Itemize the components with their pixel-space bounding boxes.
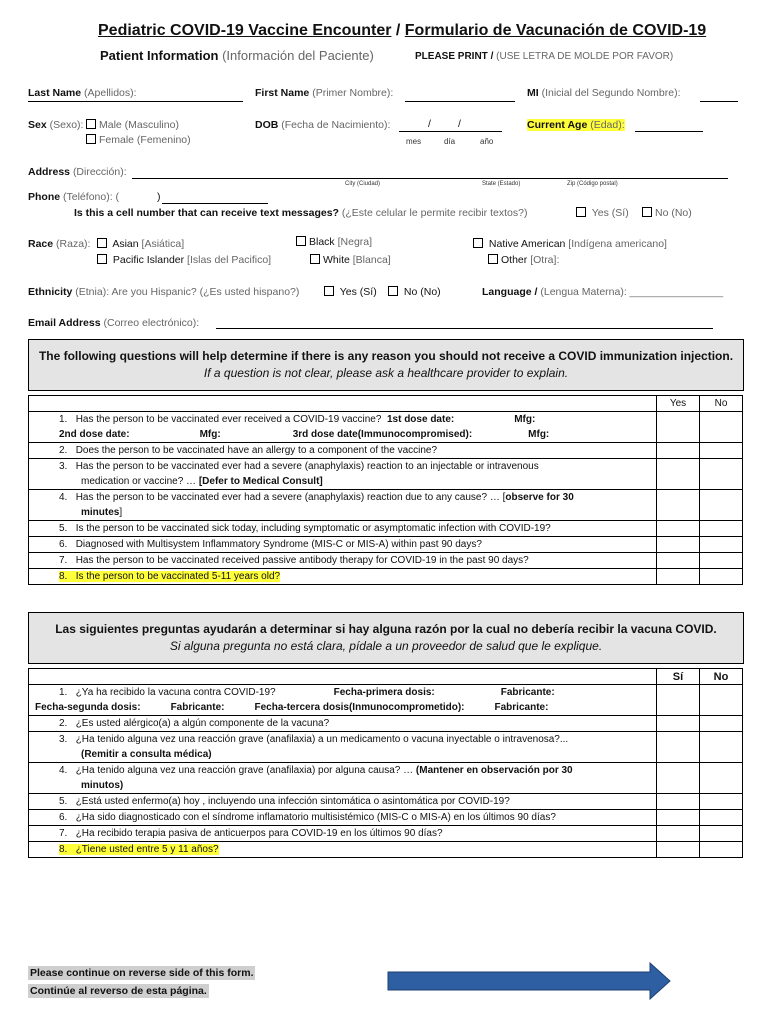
zip-hint: Zip (Código postal) — [567, 181, 618, 187]
es-q3: 3. ¿Ha tenido alguna vez una reacción grave (anafilaxia) a un medicamento o vacuna inyectable o intravenosa?... (Remitir a consulta médica) — [29, 732, 657, 763]
en-q5-yes[interactable] — [657, 521, 700, 537]
last-name-label: Last Name (Apellidos): — [28, 87, 137, 99]
cell-question: Is this a cell number that can receive text messages? (¿Este celular le permite recibir textos?) — [74, 207, 528, 219]
table-row — [29, 826, 743, 842]
en-q2-yes[interactable] — [657, 443, 700, 459]
es-yes-header: Sí — [657, 669, 700, 685]
en-q8-yes[interactable] — [657, 569, 700, 585]
dob-slash-2: / — [458, 118, 461, 130]
race-other-option[interactable]: Other [Otra]: — [488, 254, 559, 266]
table-row — [29, 443, 743, 459]
mi-label: MI (Inicial del Segundo Nombre): — [527, 87, 681, 99]
city-hint: City (Ciudad) — [345, 181, 381, 187]
es-q1-no[interactable] — [700, 685, 743, 716]
en-q3-no[interactable] — [700, 459, 743, 490]
race-native-option[interactable]: Native American [Indígena americano] — [473, 238, 667, 250]
es-q4-no[interactable] — [700, 763, 743, 794]
address-field[interactable] — [132, 178, 728, 179]
en-questions-table — [28, 395, 743, 585]
hispanic-yes-option[interactable]: Yes (Sí) — [324, 286, 377, 298]
en-q1-doses: 2nd dose date: Mfg: 3rd dose date(Immunocompromised): Mfg: — [29, 427, 657, 443]
es-q2: 2. ¿Es usted alérgico(a) a algún componente de la vacuna? — [29, 716, 657, 732]
en-q5-no[interactable] — [700, 521, 743, 537]
current-age-field[interactable] — [635, 131, 703, 132]
en-q4-yes[interactable] — [657, 490, 700, 521]
dob-day-hint: día — [444, 137, 456, 146]
cell-yes-checkbox[interactable] — [576, 207, 586, 217]
en-q7-no[interactable] — [700, 553, 743, 569]
language-label: Language / (Lengua Materna): ________________ — [482, 286, 724, 298]
en-q8: 8. Is the person to be vaccinated 5-11 years old? — [29, 569, 657, 585]
race-label: Race (Raza): — [28, 238, 91, 250]
table-row — [29, 569, 743, 585]
female-option[interactable]: Female (Femenino) — [86, 134, 191, 146]
es-q8-yes[interactable] — [657, 842, 700, 858]
cell-no-checkbox[interactable] — [642, 207, 652, 217]
footer-line-en: Please continue on reverse side of this form. — [30, 967, 254, 979]
en-q1: 1. Has the person to be vaccinated ever received a COVID-19 vaccine? 1st dose date: Mfg: — [29, 412, 657, 428]
es-q8: 8. ¿Tiene usted entre 5 y 11 años? — [29, 842, 657, 858]
en-instructions-box — [28, 339, 744, 391]
first-name-label: First Name (Primer Nombre): — [255, 87, 394, 99]
es-heading: Las siguientes preguntas ayudarán a determinar si hay alguna razón por la cual no debería recibir la vacuna COVID. — [55, 622, 717, 636]
en-q6-yes[interactable] — [657, 537, 700, 553]
table-row — [29, 732, 743, 763]
es-q6-no[interactable] — [700, 810, 743, 826]
es-q7-yes[interactable] — [657, 826, 700, 842]
en-q6: 6. Diagnosed with Multisystem Inflammatory Syndrome (MIS-C or MIS-A) within past 90 days? — [29, 537, 657, 553]
address-label: Address (Dirección): — [28, 166, 127, 178]
es-q5-yes[interactable] — [657, 794, 700, 810]
dob-year-hint: año — [480, 137, 494, 146]
es-q5-no[interactable] — [700, 794, 743, 810]
male-checkbox[interactable] — [86, 119, 96, 129]
en-q7-yes[interactable] — [657, 553, 700, 569]
print-instruction: PLEASE PRINT / (USE LETRA DE MOLDE POR FAVOR) — [415, 51, 674, 62]
table-row — [29, 537, 743, 553]
race-black-option[interactable]: Black [Negra] — [296, 236, 372, 248]
phone-field[interactable] — [162, 203, 268, 204]
en-q7: 7. Has the person to be vaccinated received passive antibody therapy for COVID-19 in the past 90 days? — [29, 553, 657, 569]
es-subheading: Si alguna pregunta no está clara, pídale a un proveedor de salud que le explique. — [169, 639, 603, 653]
es-q1: 1. ¿Ya ha recibido la vacuna contra COVID-19? Fecha-primera dosis: Fabricante: — [29, 685, 657, 701]
current-age-label: Current Age (Edad): — [527, 119, 625, 131]
hispanic-yes-checkbox[interactable] — [324, 286, 334, 296]
table-row — [29, 685, 743, 701]
table-row — [29, 427, 743, 443]
table-row — [29, 490, 743, 521]
email-label: Email Address (Correo electrónico): — [28, 317, 200, 329]
es-q4: 4. ¿Ha tenido alguna vez una reacción grave (anafilaxia) por alguna causa? … (Mantener en observación por 30 minutos) — [29, 763, 657, 794]
table-row — [29, 700, 743, 716]
en-yes-header: Yes — [657, 396, 700, 412]
en-no-header: No — [700, 396, 743, 412]
table-row — [29, 412, 743, 428]
en-q3: 3. Has the person to be vaccinated ever had a severe (anaphylaxis) reaction to an injectable or intravenous medication or vaccine? … [Defer to Medical Consult] — [29, 459, 657, 490]
title-es: Formulario de Vacunación de COVID-19 — [404, 22, 707, 39]
es-q5: 5. ¿Está usted enfermo(a) hoy , incluyendo una infección sintomática o asintomática por COVID-19? — [29, 794, 657, 810]
es-q7: 7. ¿Ha recibido terapia pasiva de anticuerpos para COVID-19 en los últimos 90 días? — [29, 826, 657, 842]
es-instructions-box — [28, 612, 744, 664]
last-name-field[interactable] — [28, 101, 243, 102]
female-checkbox[interactable] — [86, 134, 96, 144]
en-q2: 2. Does the person to be vaccinated have an allergy to a component of the vaccine? — [29, 443, 657, 459]
white-checkbox[interactable] — [310, 254, 320, 264]
en-q1-no[interactable] — [700, 412, 743, 443]
phone-label: Phone (Teléfono): ( — [28, 191, 120, 203]
es-q1-doses: Fecha-segunda dosis: Fabricante: Fecha-tercera dosis(Inmunocomprometido): Fabricante: — [29, 700, 657, 716]
first-name-field[interactable] — [405, 101, 515, 102]
en-heading: The following questions will help determine if there is any reason you should not receive a COVID immunization injection. — [38, 349, 734, 363]
dob-slash-1: / — [428, 118, 431, 130]
hispanic-no-option[interactable]: No (No) — [388, 286, 441, 298]
native-checkbox[interactable] — [473, 238, 483, 248]
table-row — [29, 521, 743, 537]
es-q6-yes[interactable] — [657, 810, 700, 826]
race-asian-option[interactable]: Asian [Asiática] — [97, 238, 184, 250]
continue-arrow-icon — [386, 962, 674, 1000]
male-option[interactable]: Male (Masculino) — [86, 119, 179, 131]
es-questions-table — [28, 668, 743, 858]
en-subheading: If a question is not clear, please ask a healthcare provider to explain. — [203, 366, 569, 380]
es-q2-no[interactable] — [700, 716, 743, 732]
en-q3-yes[interactable] — [657, 459, 700, 490]
email-field[interactable] — [216, 328, 713, 329]
state-hint: State (Estado) — [482, 181, 521, 187]
cell-yes-option[interactable]: Yes (Sí) — [576, 207, 629, 219]
en-q4-no[interactable] — [700, 490, 743, 521]
en-q8-no[interactable] — [700, 569, 743, 585]
es-no-header: No — [700, 669, 743, 685]
table-row — [29, 842, 743, 858]
es-q7-no[interactable] — [700, 826, 743, 842]
mi-field[interactable] — [700, 101, 738, 102]
pacific-checkbox[interactable] — [97, 254, 107, 264]
dob-month-hint: mes — [406, 137, 422, 146]
es-q1-yes[interactable] — [657, 685, 700, 716]
table-row — [29, 716, 743, 732]
en-q5: 5. Is the person to be vaccinated sick today, including symptomatic or asymptomatic infection with COVID-19? — [29, 521, 657, 537]
dob-label: DOB (Fecha de Nacimiento): — [255, 119, 391, 131]
es-q3-yes[interactable] — [657, 732, 700, 763]
en-q4: 4. Has the person to be vaccinated ever had a severe (anaphylaxis) reaction due to any cause? … [observe for 30 minutes] — [29, 490, 657, 521]
es-q4-yes[interactable] — [657, 763, 700, 794]
race-white-option[interactable]: White [Blanca] — [310, 254, 391, 266]
ethnicity-label: Ethnicity (Etnia): Are you Hispanic? (¿Es usted hispano?) — [28, 286, 300, 298]
form-title — [98, 22, 706, 40]
title-sep: / — [391, 22, 405, 39]
es-q8-no[interactable] — [700, 842, 743, 858]
cell-no-option[interactable]: No (No) — [642, 207, 692, 219]
table-row — [29, 763, 743, 794]
table-row — [29, 459, 743, 490]
phone-close-paren: ) — [157, 191, 161, 203]
sex-label: Sex (Sexo): — [28, 119, 84, 131]
hispanic-no-checkbox[interactable] — [388, 286, 398, 296]
dob-field[interactable] — [399, 131, 502, 132]
asian-checkbox[interactable] — [97, 238, 107, 248]
footer-line-es: Continúe al reverso de esta página. — [30, 985, 207, 997]
en-q1-yes[interactable] — [657, 412, 700, 443]
en-q6-no[interactable] — [700, 537, 743, 553]
patient-info-heading: Patient Information (Información del Paciente) — [100, 48, 374, 63]
table-row — [29, 794, 743, 810]
title-en: Pediatric COVID-19 Vaccine Encounter — [98, 22, 392, 39]
table-row — [29, 553, 743, 569]
en-q2-no[interactable] — [700, 443, 743, 459]
other-checkbox[interactable] — [488, 254, 498, 264]
race-pacific-option[interactable]: Pacific Islander [Islas del Pacifico] — [97, 254, 271, 266]
table-row — [29, 810, 743, 826]
es-q6: 6. ¿Ha sido diagnosticado con el síndrome inflamatorio multisistémico (MIS-C o MIS-A) en los últimos 90 días? — [29, 810, 657, 826]
es-q3-no[interactable] — [700, 732, 743, 763]
black-checkbox[interactable] — [296, 236, 306, 246]
es-q2-yes[interactable] — [657, 716, 700, 732]
